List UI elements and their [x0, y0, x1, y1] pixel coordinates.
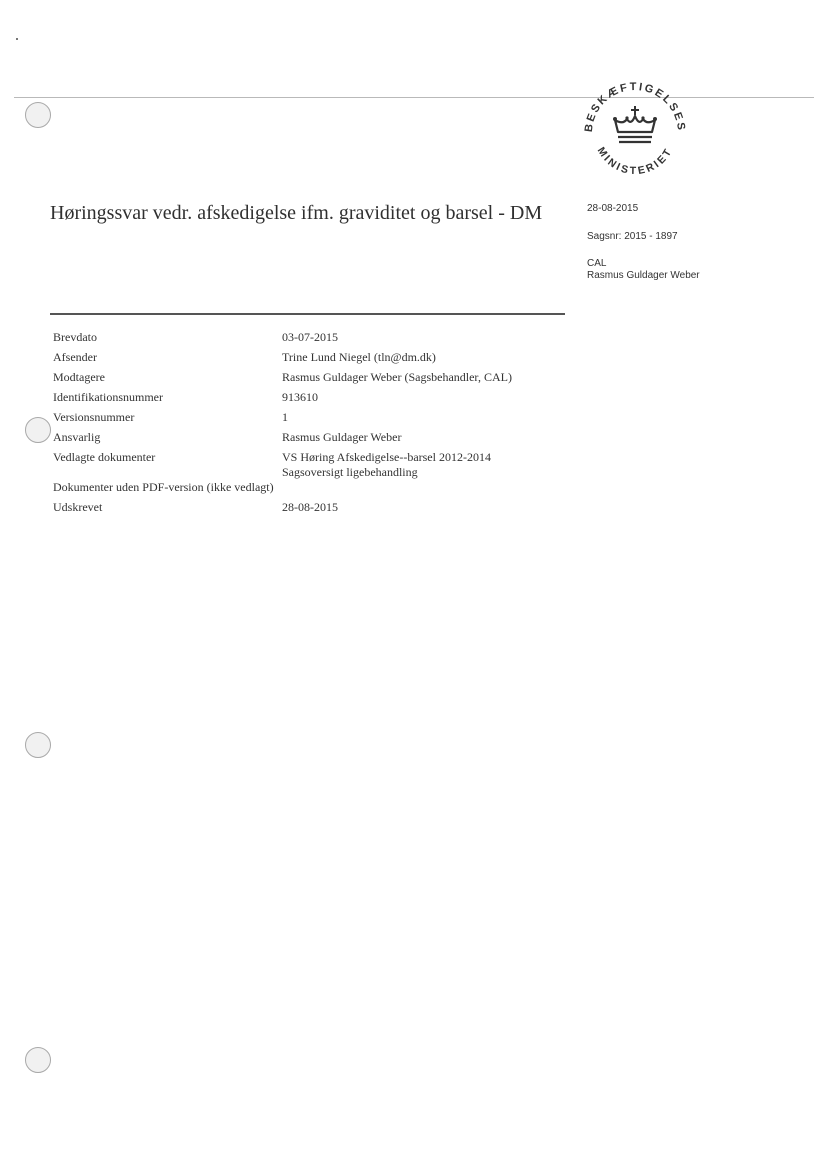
details-label: Dokumenter uden PDF-version (ikke vedlagt)	[53, 480, 274, 494]
details-label: Modtagere	[53, 370, 105, 384]
svg-text:BESKÆFTIGELSES: BESKÆFTIGELSES	[582, 80, 688, 133]
meta-case-number: Sagsnr: 2015 - 1897	[587, 231, 678, 242]
document-title: Høringssvar vedr. afskedigelse ifm. graviditet og barsel - DM	[50, 202, 543, 224]
crown-icon	[615, 116, 655, 142]
meta-unit: CAL	[587, 258, 607, 269]
details-label: Identifikationsnummer	[53, 390, 163, 404]
details-label: Vedlagte dokumenter	[53, 450, 156, 464]
punch-hole	[25, 732, 51, 758]
punch-hole	[25, 417, 51, 443]
attachment-item: Sagsoversigt ligebehandling	[282, 465, 418, 479]
details-label: Brevdato	[53, 330, 97, 344]
title-divider	[50, 313, 565, 315]
details-label: Versionsnummer	[53, 410, 135, 424]
attachment-item: VS Høring Afskedigelse--barsel 2012-2014	[282, 450, 491, 464]
details-label: Ansvarlig	[53, 430, 101, 444]
scan-top-rule	[14, 97, 814, 98]
punch-hole	[25, 102, 51, 128]
ministry-seal-logo	[578, 76, 692, 190]
svg-text:MINISTERIET: MINISTERIET	[594, 145, 676, 178]
details-value: 913610	[282, 390, 318, 404]
details-value: 28-08-2015	[282, 500, 338, 514]
details-value: 1	[282, 410, 288, 424]
details-label: Udskrevet	[53, 500, 103, 514]
scan-speck	[16, 38, 18, 40]
details-value: 03-07-2015	[282, 330, 338, 344]
meta-date: 28-08-2015	[587, 203, 639, 214]
details-label: Afsender	[53, 350, 97, 364]
details-value: Rasmus Guldager Weber (Sagsbehandler, CAL)	[282, 370, 512, 384]
details-value: Trine Lund Niegel (tln@dm.dk)	[282, 350, 436, 364]
attachments-list	[282, 450, 491, 480]
punch-hole	[25, 1047, 51, 1073]
details-value: Rasmus Guldager Weber	[282, 430, 402, 444]
meta-person: Rasmus Guldager Weber	[587, 270, 700, 281]
